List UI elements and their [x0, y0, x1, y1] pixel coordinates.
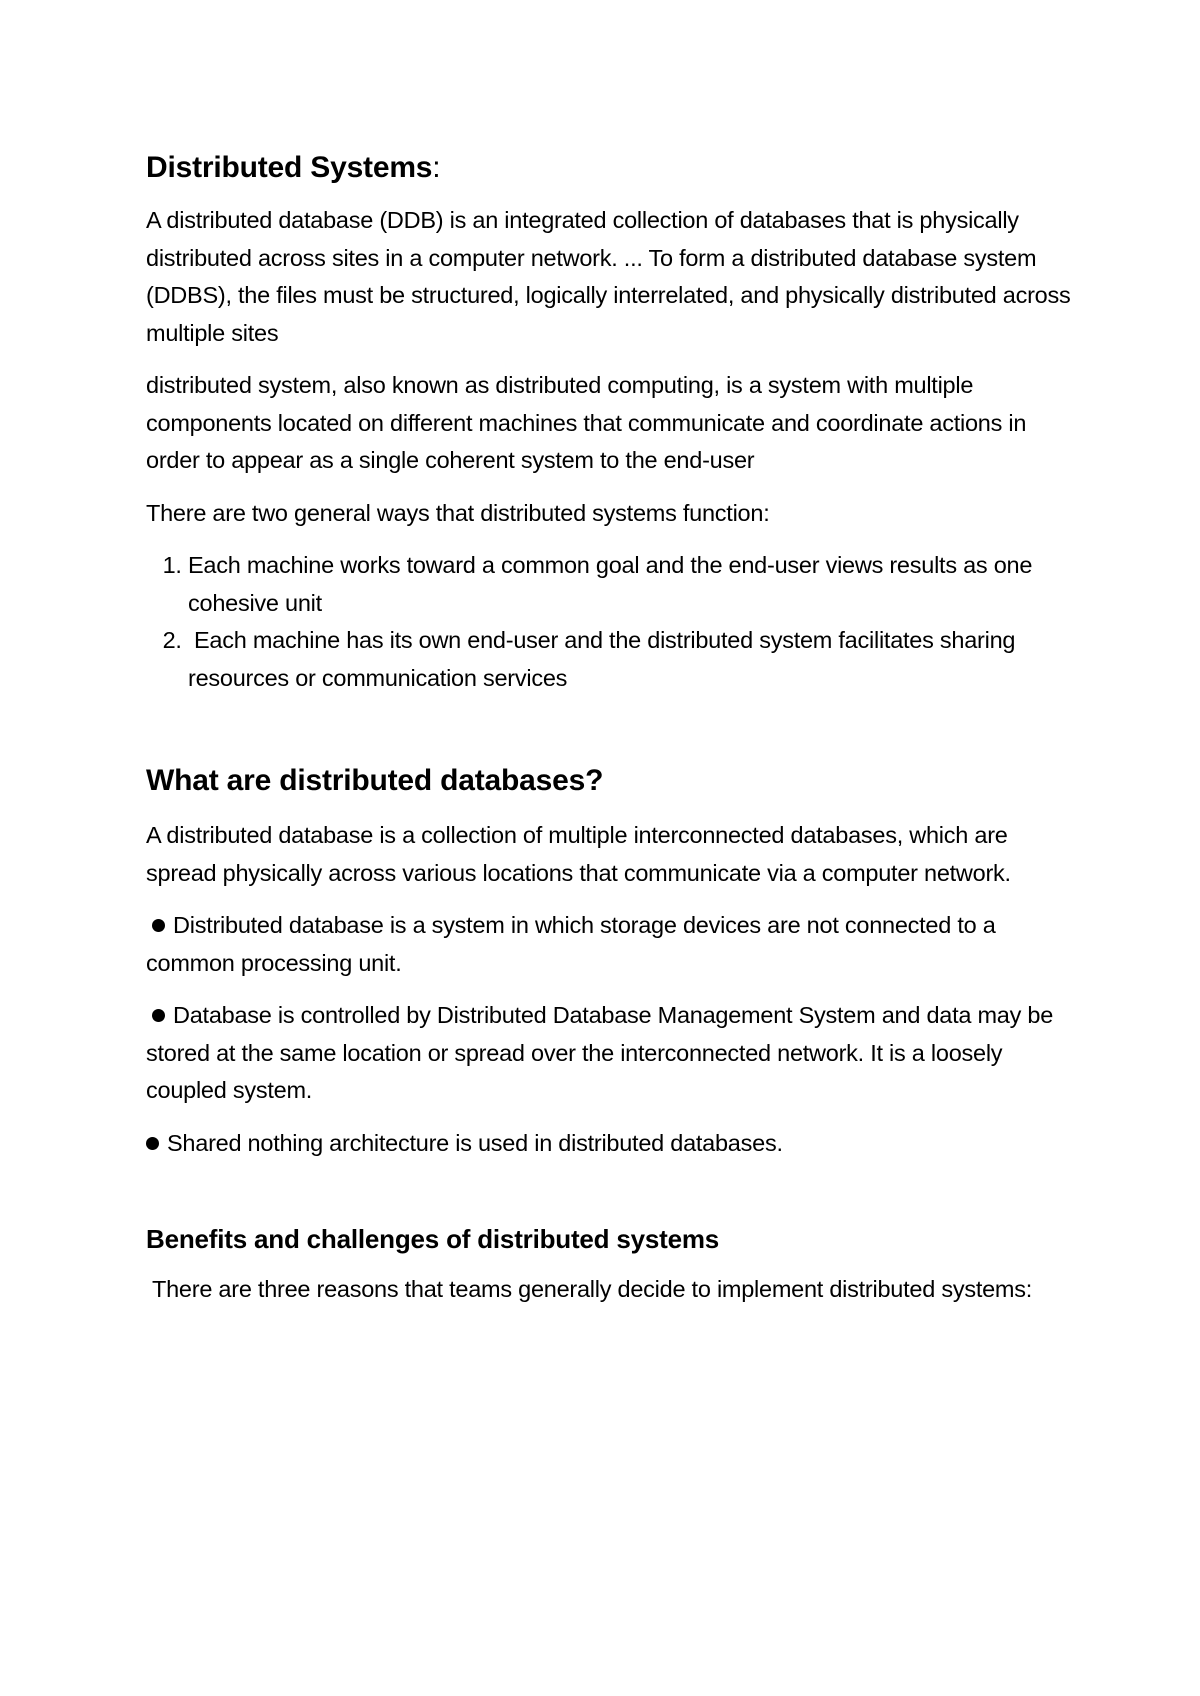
bullet-dot-icon [146, 1137, 159, 1150]
bullet-dot-icon [152, 1009, 165, 1022]
spacer [146, 1177, 1076, 1223]
paragraph-two-ways-intro: There are two general ways that distributed systems function: [146, 499, 770, 526]
bullet-paragraph [146, 997, 1076, 1110]
section-heading-what-are-distributed-databases: What are distributed databases? [146, 764, 604, 797]
paragraph-three-reasons: There are three reasons that teams generally decide to implement distributed systems: [152, 1276, 1033, 1302]
bullet-text: Database is controlled by Distributed Database Management System and data may be stored at the same location or spread over the interconnected network. It is a loosely coupled system. [146, 1002, 1054, 1103]
section-heading-distributed-systems [146, 150, 1076, 186]
heading-text: Distributed Systems [146, 151, 433, 184]
list-item-text: Each machine has its own end-user and the distributed system facilitates sharing resources or communication services [188, 627, 1016, 691]
bullet-paragraph [146, 907, 1076, 982]
paragraph-distributed-database-collection: A distributed database is a collection of multiple interconnected databases, which are spread physically across various locations that communicate via a computer network. [146, 822, 1011, 886]
numbered-list-item [188, 622, 1076, 697]
numbered-list-item [188, 547, 1076, 622]
bullet-text: Distributed database is a system in which storage devices are not connected to a common processing unit. [146, 912, 996, 976]
section-heading-benefits-and-challenges: Benefits and challenges of distributed systems [146, 1224, 720, 1254]
bullet-text: Shared nothing architecture is used in distributed databases. [167, 1129, 783, 1156]
bullet-paragraph [146, 1125, 1076, 1163]
paragraph-ddb-definition: A distributed database (DDB) is an integrated collection of databases that is physically distributed across sites in a computer network. ... To form a distributed database system (DDBS), the files must be structured, logically interrelated, and physically distributed across multiple sites [146, 207, 1071, 346]
document-content [146, 150, 1076, 1324]
list-item-text: Each machine works toward a common goal and the end-user views results as one cohesive unit [188, 552, 1033, 616]
spacer [146, 697, 1076, 763]
heading-colon: : [432, 151, 441, 184]
paragraph-distributed-system-definition: distributed system, also known as distributed computing, is a system with multiple components located on different machines that communicate and coordinate actions in order to appear as a single coherent system to the end-user [146, 372, 1027, 473]
numbered-list [146, 547, 1076, 697]
bullet-dot-icon [152, 919, 165, 932]
